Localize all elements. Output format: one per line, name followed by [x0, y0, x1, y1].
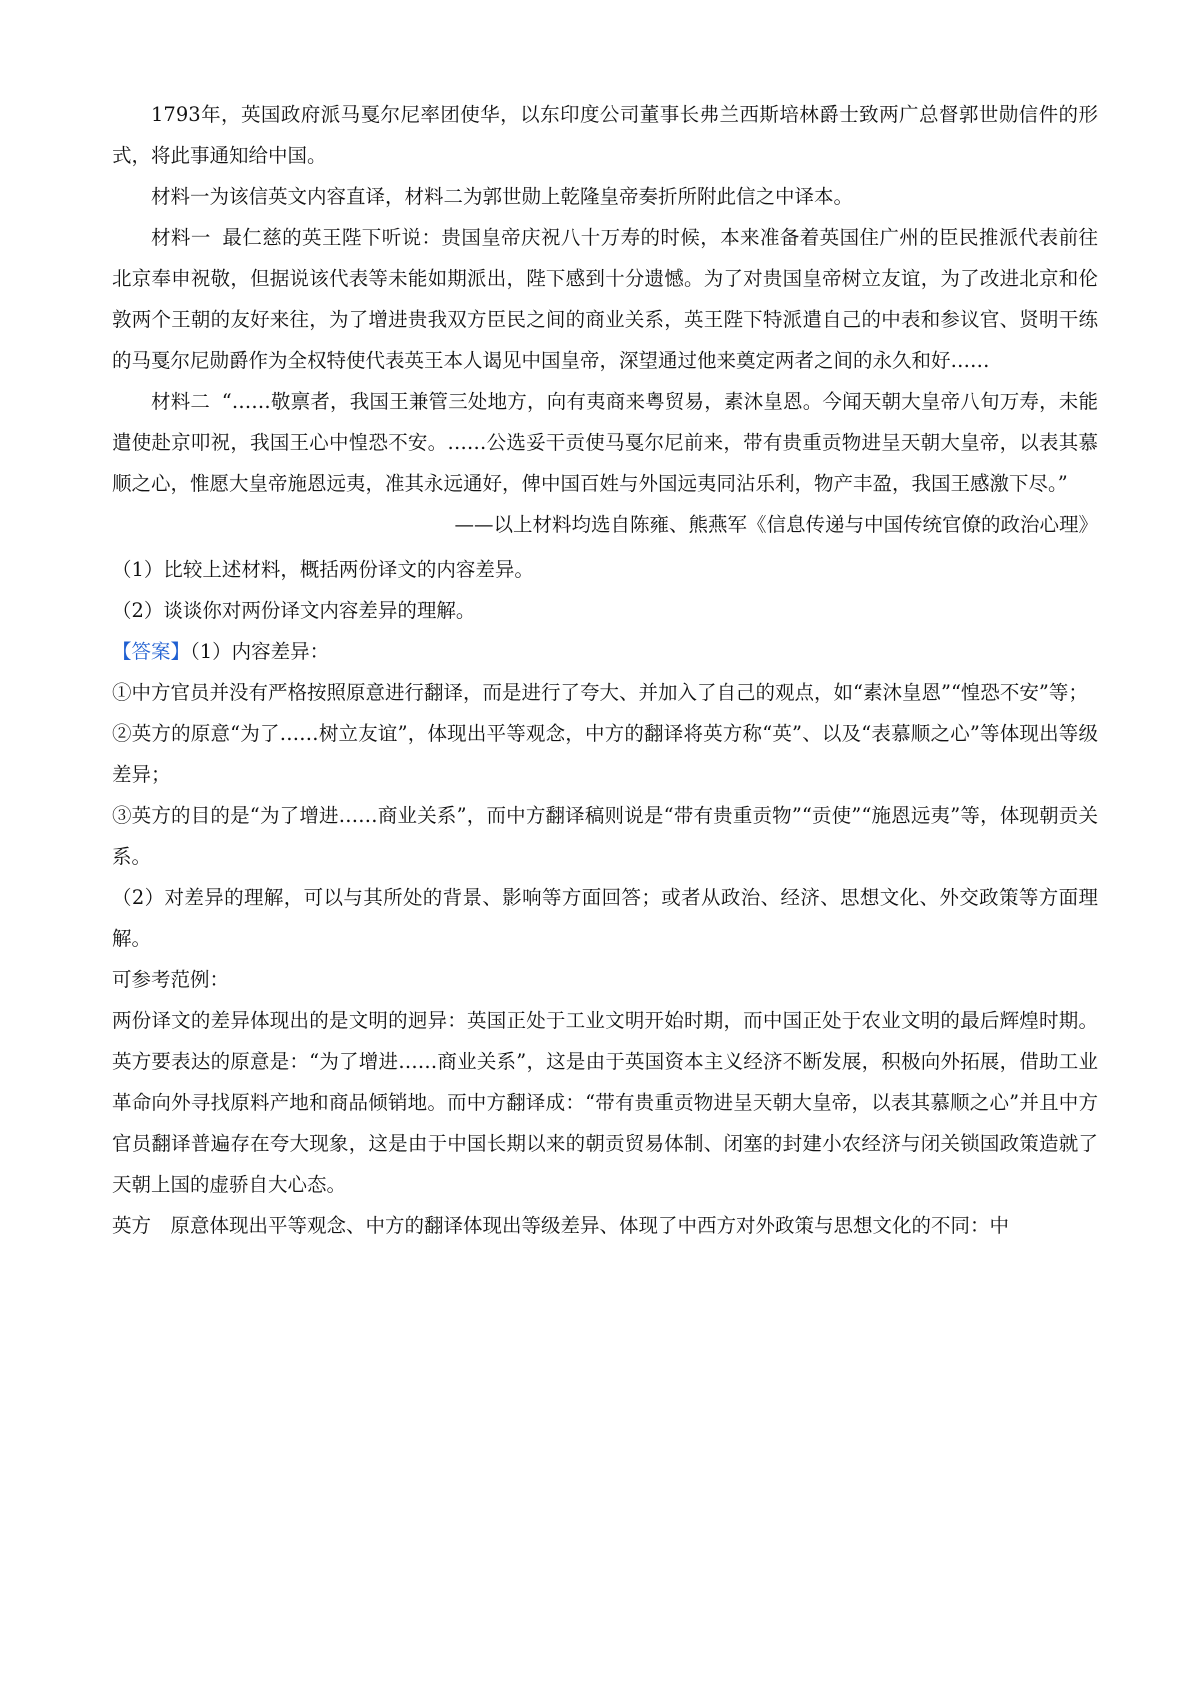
- material-two-label: 材料二: [151, 390, 211, 413]
- document-content: [112, 94, 1098, 1246]
- answer-point-2: ②英方的原意“为了……树立友谊”，体现出平等观念，中方的翻译将英方称“英”、以及“表慕顺之心”等体现出等级差异；: [112, 722, 1098, 786]
- material-source: ——以上材料均选自陈雍、熊燕军《信息传递与中国传统官僚的政治心理》: [454, 513, 1098, 536]
- material-one: [112, 217, 1098, 381]
- material-one-text: 最仁慈的英王陛下听说：贵国皇帝庆祝八十万寿的时候，本来准备着英国住广州的臣民推派代表前往北京奉申祝敬，但据说该代表等未能如期派出，陛下感到十分遗憾。为了对贵国皇帝树立友谊，为了改进北京和伦敦两个王朝的友好来往，为了增进贵我双方臣民之间的商业关系，英王陛下特派遣自己的中表和参议官、贤明干练的马戛尔尼勋爵作为全权特使代表英王本人谒见中国皇帝，深望通过他来奠定两者之间的永久和好……: [112, 226, 1098, 372]
- material-two: [112, 381, 1098, 504]
- answer-point-1: ①中方官员并没有严格按照原意进行翻译，而是进行了夸大、并加入了自己的观点，如“素沐皇恩”“惶恐不安”等；: [112, 681, 1088, 704]
- answer-point-3: ③英方的目的是“为了增进……商业关系”，而中方翻译稿则说是“带有贵重贡物”“贡使”“施恩远夷”等，体现朝贡关系。: [112, 804, 1098, 868]
- answer-part1-title: （1）内容差异：: [190, 640, 330, 663]
- answer-last-line: 英方 原意体现出平等观念、中方的翻译体现出等级差异、体现了中西方对外政策与思想文化的不同：中: [112, 1214, 1010, 1237]
- answer-heading: [112, 631, 1098, 672]
- example-label: 可参考范例：: [112, 968, 230, 991]
- answer-part-2: （2）对差异的理解，可以与其所处的背景、影响等方面回答；或者从政治、经济、思想文化、外交政策等方面理解。: [112, 886, 1098, 950]
- question-2: （2）谈谈你对两份译文内容差异的理解。: [112, 599, 476, 622]
- answer-tag: 【答案】: [112, 640, 191, 663]
- material-one-label: 材料一: [151, 226, 211, 249]
- intro-paragraph: 1793年，英国政府派马戛尔尼率团使华，以东印度公司董事长弗兰西斯培林爵士致两广总督郭世勋信件的形式，将此事通知给中国。: [112, 103, 1098, 167]
- question-1: （1）比较上述材料，概括两份译文的内容差异。: [112, 558, 534, 581]
- material-two-text: “……敬禀者，我国王兼管三处地方，向有夷商来粤贸易，素沐皇恩。今闻天朝大皇帝八旬万寿，未能遣使赴京叩祝，我国王心中惶恐不安。……公选妥干贡使马戛尔尼前来，带有贵重贡物进呈天朝大皇帝，以表其慕顺之心，惟愿大皇帝施恩远夷，准其永远通好，俾中国百姓与外国远夷同沾乐利，物产丰盈，我国王感激下尽。”: [112, 390, 1098, 495]
- example-text: 两份译文的差异体现出的是文明的迥异：英国正处于工业文明开始时期，而中国正处于农业文明的最后辉煌时期。英方要表达的原意是：“为了增进……商业关系”，这是由于英国资本主义经济不断发展，积极向外拓展，借助工业革命向外寻找原料产地和商品倾销地。而中方翻译成：“带有贵重贡物进呈天朝大皇帝，以表其慕顺之心”并且中方官员翻译普遍存在夸大现象，这是由于中国长期以来的朝贡贸易体制、闭塞的封建小农经济与闭关锁国政策造就了天朝上国的虚骄自大心态。: [112, 1009, 1098, 1196]
- materials-note: 材料一为该信英文内容直译，材料二为郭世勋上乾隆皇帝奏折所附此信之中译本。: [151, 185, 854, 208]
